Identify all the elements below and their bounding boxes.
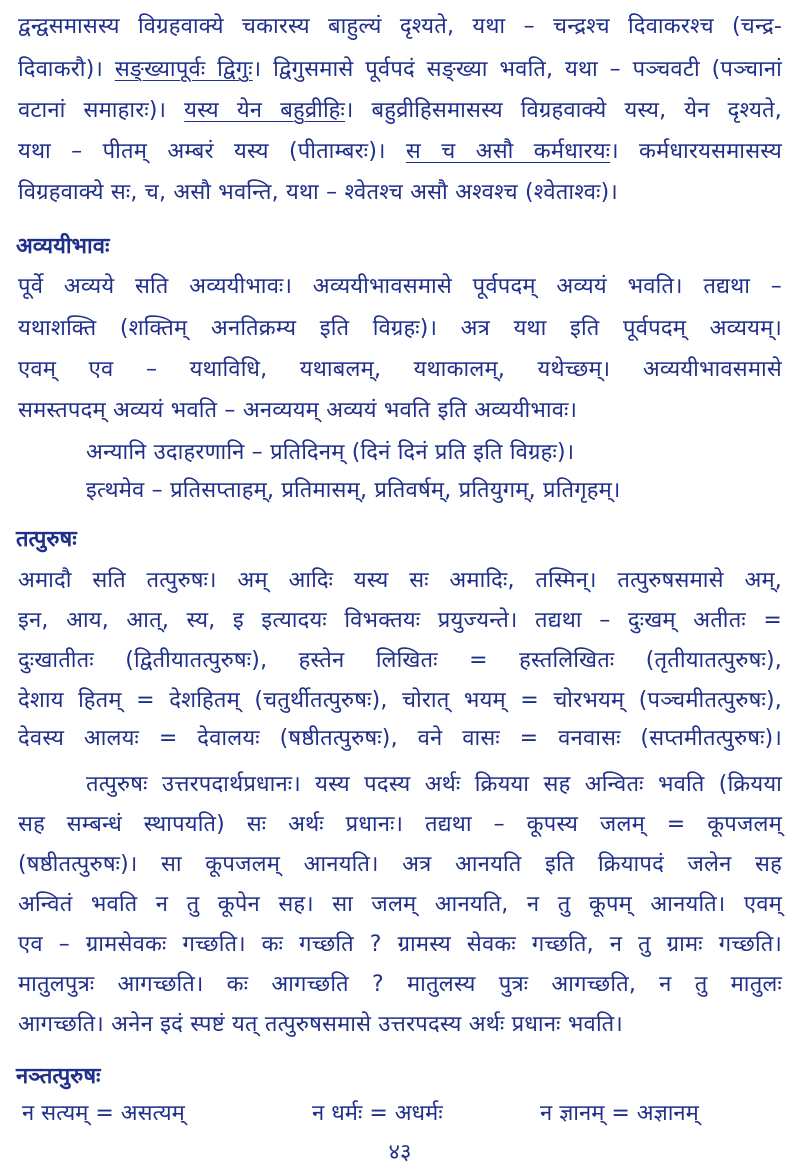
text-segment: । द्विगुसमासे पूर्वपदं सङ्ख्या भवति, यथा – पञ्चवटी (पञ्चानां <box>252 57 783 82</box>
page-number: ४३ <box>388 1140 412 1165</box>
avyayibhava-example-1: अन्यानि उदाहरणानि – प्रतिदिनम् (दिनं दिनं प्रति इति विग्रहः)। <box>86 440 575 465</box>
tatpurusha-p2-line-7: आगच्छति। अनेन इदं स्पष्टं यत् तत्पुरुषसमासे उत्तरपदस्य अर्थः प्रधानः भवति। <box>18 1012 623 1037</box>
tatpurusha-p2-line-3: (षष्ठीतत्पुरुषः)। सा कूपजलम् आनयति। अत्र आनयति इति क्रियापदं जलेन सह <box>18 852 782 877</box>
avyayibhava-line-4: समस्तपदम् अव्ययं भवति – अनव्ययम् अव्ययं भवति इति अव्ययीभावः। <box>18 398 578 423</box>
nan-example-3: न ज्ञानम् = अज्ञानम् <box>540 1101 699 1126</box>
tatpurusha-p2-line-4: अन्वितं भवति न तु कूपेन सह। सा जलम् आनयति, न तु कूपम् आनयति। एवम् <box>18 892 782 917</box>
intro-line-4 <box>18 137 782 167</box>
nan-example-1: न सत्यम् = असत्यम् <box>22 1101 185 1126</box>
heading-avyayibhava: अव्ययीभावः <box>16 234 110 259</box>
intro-line-2 <box>18 55 782 85</box>
intro-line-3 <box>18 96 782 126</box>
tatpurusha-p1-line-5: देवस्य आलयः = देवालयः (षष्ठीतत्पुरुषः), वने वासः = वनवासः (सप्तमीतत्पुरुषः)। <box>18 726 782 751</box>
avyayibhava-line-2: यथाशक्ति (शक्तिम् अनतिक्रम्य इति विग्रहः)। अत्र यथा इति पूर्वपदम् अव्ययम्। <box>18 316 782 341</box>
intro-line-5: विग्रहवाक्ये सः, च, असौ भवन्ति, यथा – श्वेतश्च असौ अश्वश्च (श्वेताश्वः)। <box>18 180 618 205</box>
heading-tatpurusha: तत्पुरुषः <box>16 527 77 552</box>
text-segment: । कर्मधारयसमासस्य <box>610 139 782 164</box>
text-segment: दिवाकरौ)। <box>18 57 115 82</box>
tatpurusha-p2-line-6: मातुलपुत्रः आगच्छति। कः आगच्छति ? मातुलस्य पुत्रः आगच्छति, न तु मातुलः <box>18 972 782 997</box>
heading-nantatpurusha: नञ्तत्पुरुषः <box>16 1064 101 1089</box>
tatpurusha-p1-line-1: अमादौ सति तत्पुरुषः। अम् आदिः यस्य सः अमादिः, तस्मिन्। तत्पुरुषसमासे अम्, <box>18 568 782 593</box>
rule-karmadharaya: स च असौ कर्मधारयः <box>405 139 611 164</box>
tatpurusha-p1-line-2: इन, आय, आत्, स्य, इ इत्यादयः विभक्तयः प्रयुज्यन्ते। तद्यथा – दुःखम् अतीतः = <box>18 608 782 633</box>
tatpurusha-p1-line-3: दुःखातीतः (द्वितीयातत्पुरुषः), हस्तेन लिखितः = हस्तलिखितः (तृतीयातत्पुरुषः), <box>18 648 782 673</box>
nan-example-2: न धर्मः = अधर्मः <box>312 1101 443 1126</box>
avyayibhava-line-1: पूर्वे अव्यये सति अव्ययीभावः। अव्ययीभावसमासे पूर्वपदम् अव्ययं भवति। तद्यथा – <box>18 274 782 299</box>
text-segment: । बहुव्रीहिसमासस्य विग्रहवाक्ये यस्य, येन दृश्यते, <box>345 98 782 123</box>
rule-dvigu: सङ्ख्यापूर्वः द्विगुः <box>114 57 253 82</box>
tatpurusha-p2-line-1: तत्पुरुषः उत्तरपदार्थप्रधानः। यस्य पदस्य अर्थः क्रियया सह अन्वितः भवति (क्रियया <box>86 772 782 797</box>
intro-line-1: द्वन्द्वसमासस्य विग्रहवाक्ये चकारस्य बाहुल्यं दृश्यते, यथा – चन्द्रश्च दिवाकरश्च (चन्द्र- <box>18 14 782 39</box>
tatpurusha-p1-line-4: देशाय हितम् = देशहितम् (चतुर्थीतत्पुरुषः), चोरात् भयम् = चोरभयम् (पञ्चमीतत्पुरुषः), <box>18 688 782 713</box>
text-segment: वटानां समाहारः)। <box>18 98 185 123</box>
avyayibhava-example-2: इत्थमेव – प्रतिसप्ताहम्, प्रतिमासम्, प्रतिवर्षम्, प्रतियुगम्, प्रतिगृहम्। <box>86 478 621 503</box>
text-segment: यथा – पीतम् अम्बरं यस्य (पीताम्बरः)। <box>18 139 406 164</box>
rule-bahuvrihi: यस्य येन बहुव्रीहिः <box>184 98 345 123</box>
avyayibhava-line-3: एवम् एव – यथाविधि, यथाबलम्, यथाकालम्, यथेच्छम्। अव्ययीभावसमासे <box>18 357 782 382</box>
tatpurusha-p2-line-5: एव – ग्रामसेवकः गच्छति। कः गच्छति ? ग्रामस्य सेवकः गच्छति, न तु ग्रामः गच्छति। <box>18 932 782 957</box>
tatpurusha-p2-line-2: सह सम्बन्धं स्थापयति) सः अर्थः प्रधानः। तद्यथा – कूपस्य जलम् = कूपजलम् <box>18 812 782 837</box>
